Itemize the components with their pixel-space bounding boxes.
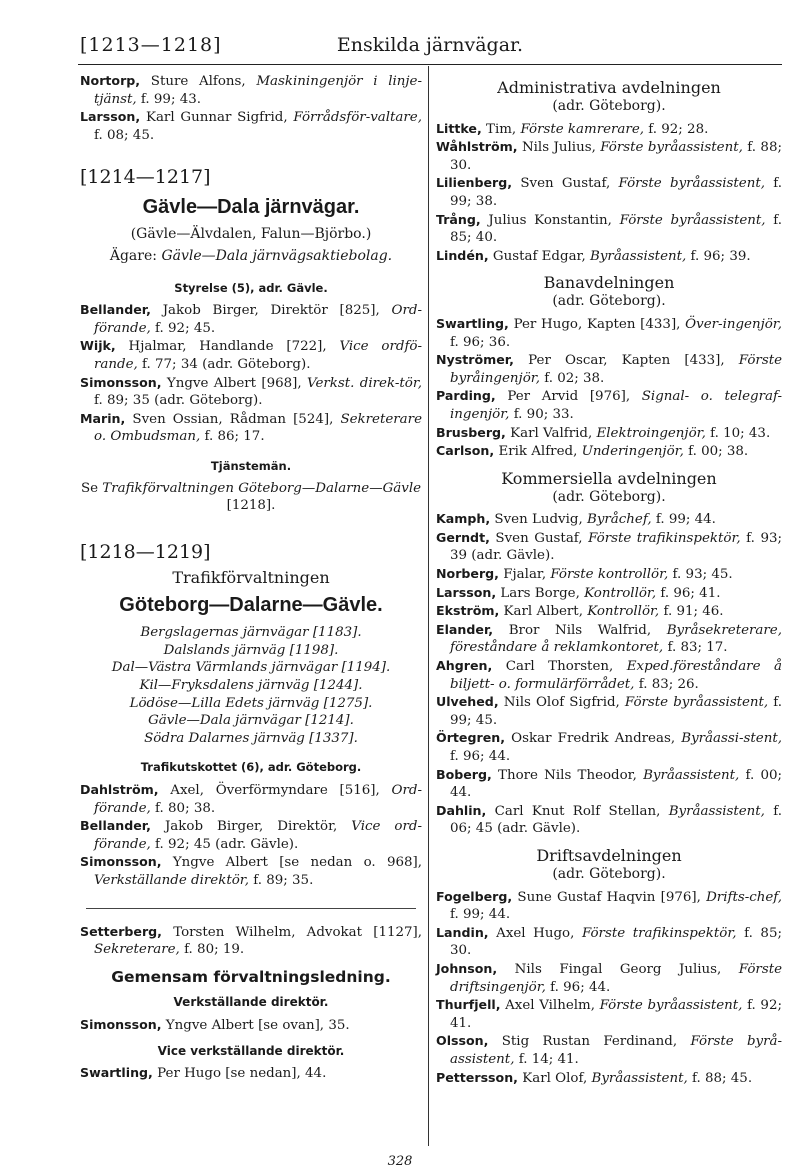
person-name: Elander, bbox=[436, 621, 494, 637]
department-title: Kommersiella avdelningen bbox=[501, 468, 717, 488]
person-title: Förste byrå-assistent, bbox=[450, 1034, 782, 1067]
railway-line: Kil—Fryksdalens järnväg [1244]. bbox=[139, 678, 363, 694]
staff-post: [1218]. bbox=[226, 498, 276, 514]
person-entry bbox=[436, 1069, 782, 1088]
person-birth: f. 96; 44. bbox=[450, 749, 511, 764]
person-birth: f. 96; 39. bbox=[686, 248, 751, 264]
person-title: Verkställande direktör, bbox=[94, 873, 249, 888]
person-title: Förste byråassistent, bbox=[618, 176, 765, 192]
person-birth: f. 85; 40. bbox=[450, 212, 782, 246]
person-name: Nyströmer, bbox=[436, 352, 514, 368]
person-details: Hjalmar, Handlande [722], bbox=[128, 339, 340, 355]
person-title: Ord-förande, bbox=[94, 783, 422, 816]
person-name: Littke, bbox=[436, 120, 482, 136]
person-details: Stig Rustan Ferdinand, bbox=[501, 1034, 691, 1050]
person-entry bbox=[436, 565, 782, 584]
person-details: Fjalar, bbox=[503, 567, 551, 583]
person-entry bbox=[436, 529, 782, 565]
person-details: Sture Alfons, bbox=[150, 74, 257, 89]
committee-list bbox=[80, 781, 422, 890]
person-details: Lars Borge, bbox=[500, 585, 585, 601]
person-birth: f. 99; 45. bbox=[450, 695, 782, 728]
section-ref: [1214—1217] bbox=[80, 166, 211, 189]
person-name: Bellander, bbox=[80, 302, 151, 318]
person-title: Förste driftsingenjör, bbox=[450, 961, 782, 995]
person-entry bbox=[436, 138, 782, 174]
header-page-ref: [1213—1218] bbox=[80, 34, 222, 56]
person-name: Larsson, bbox=[80, 109, 141, 125]
person-entry bbox=[436, 766, 782, 802]
person-title: Vice ord-förande, bbox=[94, 819, 422, 852]
person-entry bbox=[436, 802, 782, 838]
person-name: Larsson, bbox=[436, 584, 497, 600]
person-title: Förste trafikinspektör, bbox=[581, 925, 737, 941]
person-name: Brusberg, bbox=[436, 424, 506, 440]
person-entry bbox=[436, 351, 782, 387]
owner-value: Gävle—Dala järnvägsaktiebolag. bbox=[161, 247, 393, 264]
person-entry bbox=[436, 387, 782, 423]
person-title: Byråassistent, bbox=[591, 1070, 688, 1086]
person-details: Tim, bbox=[486, 121, 521, 137]
department-title: Banavdelningen bbox=[543, 273, 675, 293]
person-name: Wijk, bbox=[80, 338, 116, 354]
person-birth: f. 93; 45. bbox=[668, 567, 733, 583]
person-birth: f. 99; 44. bbox=[450, 907, 511, 923]
person-entry bbox=[436, 924, 782, 960]
person-name: Setterberg, bbox=[80, 923, 162, 939]
person-title: Kontrollör, bbox=[587, 604, 660, 620]
person-birth: f. 92; 41. bbox=[450, 998, 782, 1031]
person-title: Sekreterare, bbox=[94, 942, 180, 958]
railway-line: Lödöse—Lilla Edets järnväg [1275]. bbox=[129, 695, 373, 711]
person-title: Byråassistent, bbox=[668, 803, 765, 819]
person-name: Pettersson, bbox=[436, 1069, 518, 1085]
person-name: Ekström, bbox=[436, 603, 500, 619]
person-title: Förrådsför-valtare, bbox=[293, 110, 422, 126]
board-heading: Styrelse (5), adr. Gävle. bbox=[174, 280, 328, 295]
person-details: Carl Knut Rolf Stellan, bbox=[494, 803, 669, 819]
person-name: Wåhlström, bbox=[436, 139, 518, 155]
page-header bbox=[80, 34, 780, 62]
person-name: Örtegren, bbox=[436, 730, 505, 746]
left-top-entries bbox=[80, 72, 422, 144]
person-entry bbox=[436, 424, 782, 443]
person-name: Ahgren, bbox=[436, 658, 493, 674]
person-name: Fogelberg, bbox=[436, 888, 513, 904]
person-details: Yngve Albert [968], bbox=[166, 375, 308, 391]
committee-heading: Trafikutskottet (6), adr. Göteborg. bbox=[140, 760, 362, 775]
person-entry bbox=[436, 1032, 782, 1068]
board-list bbox=[80, 301, 422, 446]
railway-line: Södra Dalarnes järnväg [1337]. bbox=[144, 730, 358, 746]
person-name: Simonsson, bbox=[80, 854, 162, 870]
person-name: Simonsson, bbox=[80, 374, 162, 390]
person-name: Carlson, bbox=[436, 443, 495, 459]
person-entry bbox=[80, 817, 422, 853]
person-birth: f. 96; 36. bbox=[450, 334, 511, 350]
person-title: Byråassi-stent, bbox=[681, 731, 782, 747]
person-details: Nils Fingal Georg Julius, bbox=[514, 961, 739, 977]
person-title: Verkst. direk-tör, bbox=[307, 375, 422, 391]
person-entry bbox=[436, 211, 782, 247]
staff-pre: Se bbox=[80, 480, 103, 496]
person-entry bbox=[80, 374, 422, 410]
person-name: Lindén, bbox=[436, 247, 489, 263]
person-name: Nortorp, bbox=[80, 73, 141, 88]
person-birth: f. 89; 35. bbox=[248, 873, 314, 888]
person-title: Sekreterare o. Ombudsman, bbox=[94, 411, 422, 445]
person-entry bbox=[436, 729, 782, 765]
person-name: Kamph, bbox=[436, 511, 491, 527]
section-ref: [1218—1219] bbox=[80, 540, 211, 563]
person-entry bbox=[436, 657, 782, 693]
staff-heading: Tjänstemän. bbox=[210, 458, 292, 473]
person-details: Sven Ossian, Rådman [524], bbox=[132, 411, 341, 427]
department-address: (adr. Göteborg). bbox=[552, 865, 666, 882]
person-title: Förste kontrollör, bbox=[550, 567, 669, 583]
person-entry bbox=[80, 301, 422, 337]
person-details: Gustaf Edgar, bbox=[492, 248, 591, 264]
header-title: Enskilda järnvägar. bbox=[336, 34, 524, 56]
person-birth: f. 08; 45. bbox=[94, 127, 155, 143]
person-entry bbox=[436, 960, 782, 996]
person-entry bbox=[436, 442, 782, 461]
director-heading: Verkställande direktör. bbox=[173, 995, 329, 1010]
person-birth: f. 99; 44. bbox=[651, 512, 716, 528]
person-entry bbox=[80, 337, 422, 373]
person-birth: f. 89; 35 (adr. Göteborg). bbox=[94, 393, 263, 409]
staff-ref-name: Trafikförvaltningen Göteborg—Dalarne—Gävle bbox=[102, 480, 422, 496]
person-details: Jakob Birger, Direktör [825], bbox=[162, 303, 392, 319]
person-name: Landin, bbox=[436, 924, 489, 940]
secretary-entry bbox=[80, 923, 422, 959]
person-name: Trång, bbox=[436, 211, 481, 227]
person-birth: f. 06; 45 (adr. Gävle). bbox=[450, 803, 782, 837]
person-name: Lilienberg, bbox=[436, 175, 513, 191]
person-entry bbox=[436, 996, 782, 1032]
person-name: Parding, bbox=[436, 388, 496, 404]
column-divider bbox=[428, 66, 429, 1146]
person-name: Dahlin, bbox=[436, 802, 487, 818]
person-entry bbox=[436, 510, 782, 529]
section-subtitle: (Gävle—Älvdalen, Falun—Björbo.) bbox=[130, 226, 372, 243]
person-title: Underingenjör, bbox=[581, 444, 684, 460]
vice-director-entry: Swartling, Per Hugo [se nedan], 44. bbox=[80, 1065, 327, 1082]
person-entry bbox=[436, 315, 782, 351]
person-title: Vice ordfö-rande, bbox=[94, 339, 422, 372]
person-title: Förste byråassistent, bbox=[624, 695, 769, 711]
person-entry bbox=[436, 621, 782, 657]
person-details: Erik Alfred, bbox=[498, 444, 582, 460]
header-rule bbox=[78, 64, 782, 65]
person-title: Byråassistent, bbox=[643, 767, 740, 783]
department-address: (adr. Göteborg). bbox=[552, 488, 666, 505]
person-title: Över-ingenjör, bbox=[685, 316, 782, 332]
person-name: Norberg, bbox=[436, 566, 499, 582]
person-birth: f. 99; 43. bbox=[136, 91, 202, 107]
person-details: Nils Olof Sigfrid, bbox=[503, 695, 625, 711]
person-birth: f. 88; 30. bbox=[450, 140, 782, 173]
person-details: Carl Thorsten, bbox=[505, 659, 627, 675]
person-title: Byråassistent, bbox=[590, 248, 687, 264]
person-title: Förste byråingenjör, bbox=[450, 353, 782, 386]
person-birth: f. 83; 26. bbox=[634, 676, 699, 692]
person-birth: f. 96; 41. bbox=[656, 585, 721, 601]
section-pre-title: Trafikförvaltningen bbox=[172, 567, 330, 587]
separator-rule bbox=[86, 908, 416, 909]
person-birth: f. 80; 19. bbox=[179, 942, 245, 958]
person-birth: f. 85; 30. bbox=[450, 925, 782, 959]
person-details: Karl Olof, bbox=[522, 1070, 592, 1086]
person-details: Karl Valfrid, bbox=[510, 425, 597, 441]
owner-label: Ägare: bbox=[109, 247, 162, 264]
person-title: Förste byråassistent, bbox=[619, 212, 766, 228]
person-entry bbox=[436, 602, 782, 621]
person-birth: f. 14; 41. bbox=[514, 1051, 579, 1067]
person-birth: f. 93; 39 (adr. Gävle). bbox=[450, 530, 782, 564]
person-name: Marin, bbox=[80, 410, 126, 426]
person-details: Torsten Wilhelm, Advokat [1127], bbox=[173, 924, 422, 940]
person-entry bbox=[80, 410, 422, 446]
person-birth: f. 80; 38. bbox=[150, 800, 216, 816]
person-entry bbox=[436, 693, 782, 729]
person-details: Jakob Birger, Direktör, bbox=[164, 819, 352, 835]
person-title: Kontrollör, bbox=[584, 585, 657, 601]
person-title: Ord-förande, bbox=[94, 303, 422, 336]
section-title: Gävle—Dala järnvägar. bbox=[142, 196, 360, 219]
railway-line: Dalslands järnväg [1198]. bbox=[163, 642, 339, 658]
director-entry: Simonsson, Yngve Albert [se ovan], 35. bbox=[80, 1016, 350, 1033]
person-birth: f. 88; 45. bbox=[687, 1070, 753, 1086]
person-details: Nils Julius, bbox=[521, 140, 601, 156]
person-details: Per Oscar, Kapten [433], bbox=[528, 353, 739, 369]
person-title: Drifts-chef, bbox=[706, 889, 782, 905]
person-details: Sven Gustaf, bbox=[520, 176, 619, 192]
person-birth: f. 91; 46. bbox=[659, 604, 724, 620]
person-details: Sven Ludvig, bbox=[494, 512, 587, 528]
person-birth: f. 02; 38. bbox=[539, 370, 605, 386]
person-birth: f. 00; 38. bbox=[683, 444, 749, 460]
section-title: Göteborg—Dalarne—Gävle. bbox=[119, 594, 383, 617]
person-details: Karl Gunnar Sigfrid, bbox=[145, 110, 294, 126]
person-details: Bror Nils Walfrid, bbox=[508, 622, 667, 638]
person-details: Axel Hugo, bbox=[496, 925, 582, 941]
person-entry bbox=[80, 72, 422, 108]
person-entry bbox=[80, 853, 422, 889]
person-birth: f. 90; 33. bbox=[509, 406, 574, 422]
person-entry bbox=[436, 584, 782, 603]
railway-line: Gävle—Dala järnvägar [1214]. bbox=[148, 713, 354, 729]
railway-list bbox=[80, 624, 422, 747]
person-name: Dahlström, bbox=[80, 782, 159, 798]
person-details: Sven Gustaf, bbox=[495, 530, 589, 546]
person-name: Johnson, bbox=[436, 960, 498, 976]
person-birth: f. 99; 38. bbox=[450, 176, 783, 209]
person-birth: f. 96; 44. bbox=[545, 979, 611, 995]
person-birth: f. 83; 17. bbox=[663, 640, 728, 656]
person-entry bbox=[436, 174, 782, 210]
person-birth: f. 92; 45 (adr. Gävle). bbox=[150, 836, 299, 852]
section-title: Gemensam förvaltningsledning. bbox=[111, 967, 391, 986]
person-details: Thore Nils Theodor, bbox=[498, 767, 644, 783]
person-details: Karl Albert, bbox=[503, 604, 588, 620]
person-title: Maskiningenjör i linje-tjänst, bbox=[94, 74, 422, 107]
person-title: Förste trafikinspektör, bbox=[588, 530, 741, 546]
person-details: Per Hugo, Kapten [433], bbox=[513, 316, 686, 332]
vice-director-heading: Vice verkställande direktör. bbox=[157, 1043, 345, 1058]
person-details: Yngve Albert [se nedan o. 968], bbox=[172, 855, 422, 871]
department-address: (adr. Göteborg). bbox=[552, 293, 666, 310]
person-details: Axel, Överförmyndare [516], bbox=[170, 783, 392, 799]
person-title: Byråchef, bbox=[587, 512, 652, 528]
person-name: Boberg, bbox=[436, 766, 492, 782]
person-title: Signal- o. telegraf-ingenjör, bbox=[450, 389, 782, 422]
person-birth: f. 92; 45. bbox=[150, 320, 216, 336]
person-entry bbox=[436, 247, 782, 266]
person-birth: f. 92; 28. bbox=[644, 121, 709, 137]
person-birth: f. 00; 44. bbox=[450, 767, 782, 801]
right-column bbox=[436, 72, 782, 1087]
person-title: Byråsekreterare, föreståndare å reklamkontoret, bbox=[450, 622, 782, 656]
person-title: Förste byråassistent, bbox=[600, 140, 743, 156]
left-column bbox=[80, 72, 422, 1083]
person-entry bbox=[80, 781, 422, 817]
person-title: Elektroingenjör, bbox=[596, 425, 706, 441]
railway-line: Dal—Västra Värmlands järnvägar [1194]. bbox=[111, 660, 391, 676]
person-title: Exped.föreståndare å biljett- o. formulärförrådet, bbox=[450, 659, 782, 692]
person-details: Oskar Fredrik Andreas, bbox=[511, 731, 682, 747]
person-details: Sune Gustaf Haqvin [976], bbox=[517, 889, 707, 905]
page-number: 328 bbox=[387, 1154, 413, 1169]
person-birth: f. 86; 17. bbox=[200, 429, 265, 445]
person-birth: f. 77; 34 (adr. Göteborg). bbox=[137, 356, 311, 372]
person-title: Förste kamrerare, bbox=[520, 121, 644, 137]
owner-line bbox=[80, 248, 422, 266]
person-details: Per Arvid [976], bbox=[507, 389, 642, 405]
railway-line: Bergslagernas järnvägar [1183]. bbox=[140, 625, 362, 641]
person-title: Förste byråassistent, bbox=[599, 998, 743, 1014]
person-entry bbox=[436, 120, 782, 139]
person-name: Olsson, bbox=[436, 1033, 489, 1049]
person-entry bbox=[436, 888, 782, 924]
person-name: Bellander, bbox=[80, 818, 151, 834]
staff-reference bbox=[80, 480, 422, 515]
person-name: Swartling, bbox=[436, 315, 509, 331]
person-name: Gerndt, bbox=[436, 529, 490, 545]
person-name: Ulvehed, bbox=[436, 694, 499, 710]
person-birth: f. 10; 43. bbox=[705, 425, 771, 441]
person-details: Axel Vilhelm, bbox=[505, 998, 600, 1014]
person-details: Julius Konstantin, bbox=[488, 212, 620, 228]
department-title: Administrativa avdelningen bbox=[497, 78, 721, 97]
department-address: (adr. Göteborg). bbox=[552, 98, 666, 114]
person-name: Thurfjell, bbox=[436, 997, 501, 1013]
department-title: Driftsavdelningen bbox=[536, 845, 682, 865]
person-entry bbox=[80, 108, 422, 144]
person-entry bbox=[80, 923, 422, 959]
